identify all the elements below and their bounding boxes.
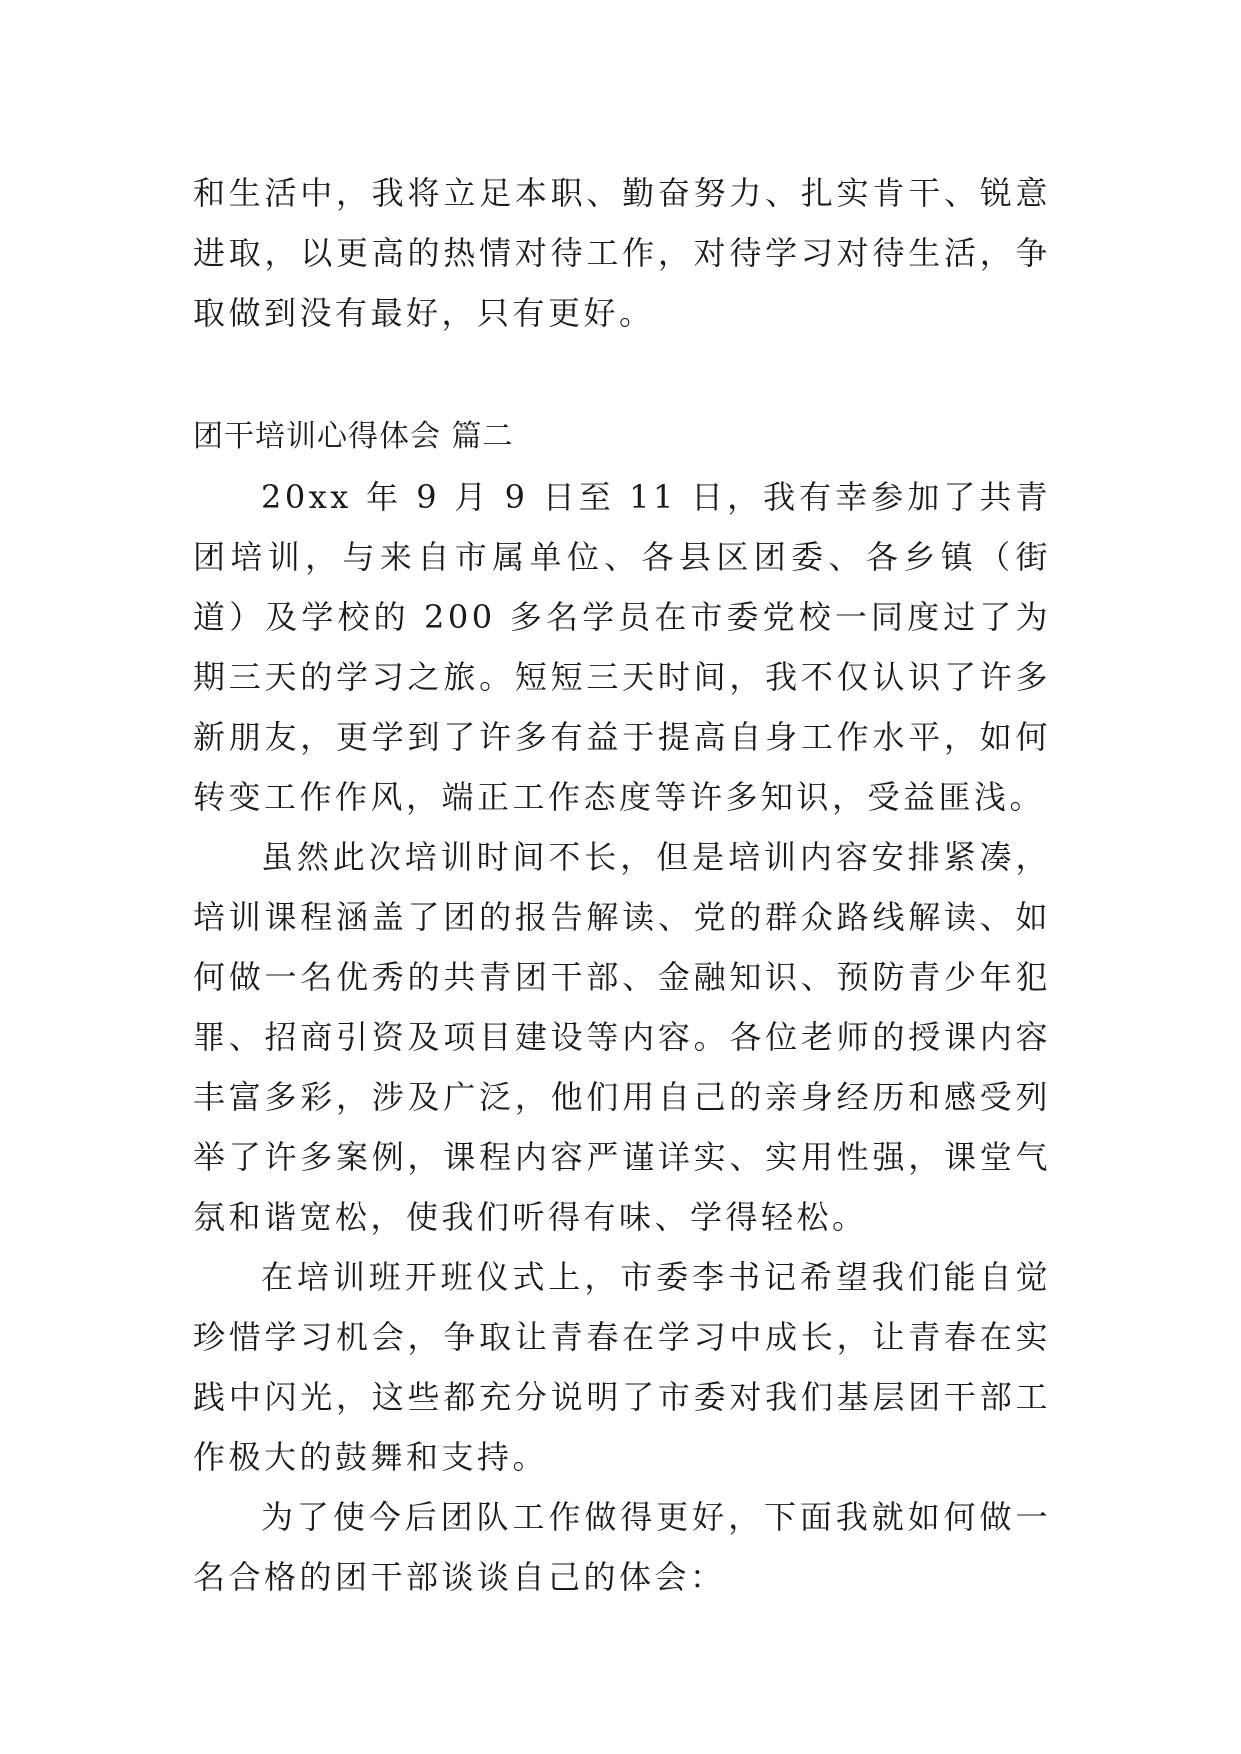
body-paragraph-3: 在培训班开班仪式上，市委李书记希望我们能自觉珍惜学习机会，争取让青春在学习中成长，让青春在实践中闪光，这些都充分说明了市委对我们基层团干部工作极大的鼓舞和支持。 <box>193 1258 1051 1476</box>
document-body <box>193 163 1051 1607</box>
section-spacer <box>193 343 1051 407</box>
body-paragraph-1: 20xx 年 9 月 9 日至 11 日，我有幸参加了共青团培训，与来自市属单位、各县区团委、各乡镇（街道）及学校的 200 多名学员在市委党校一同度过了为期三天的学习之旅。短短三天时间，我不仅认识了许多新朋友，更学到了许多有益于提高自身工作水平，如何转变工作作风，端正工作态度等许多知识，受益匪浅。 <box>193 478 1051 816</box>
body-paragraph-4: 为了使今后团队工作做得更好，下面我就如何做一名合格的团干部谈谈自己的体会： <box>193 1498 1051 1596</box>
section-heading: 团干培训心得体会 篇二 <box>193 419 514 454</box>
intro-paragraph: 和生活中，我将立足本职、勤奋努力、扎实肯干、锐意进取，以更高的热情对待工作，对待学习对待生活，争取做到没有最好，只有更好。 <box>193 174 1051 332</box>
body-paragraph-2: 虽然此次培训时间不长，但是培训内容安排紧凑，培训课程涵盖了团的报告解读、党的群众路线解读、如何做一名优秀的共青团干部、金融知识、预防青少年犯罪、招商引资及项目建设等内容。各位老师的授课内容丰富多彩，涉及广泛，他们用自己的亲身经历和感受列举了许多案例，课程内容严谨详实、实用性强，课堂气氛和谐宽松，使我们听得有味、学得轻松。 <box>193 838 1051 1236</box>
